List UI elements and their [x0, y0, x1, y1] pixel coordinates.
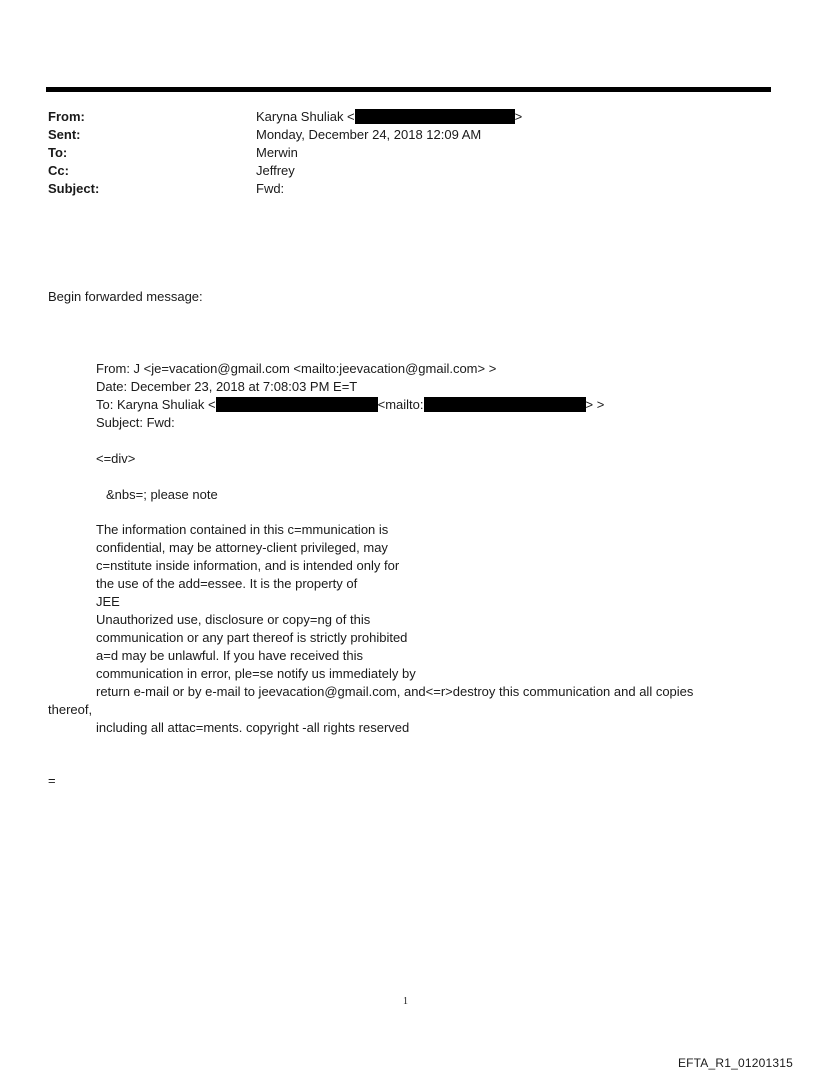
redaction-box [216, 397, 378, 412]
disclaimer-line: the use of the add=essee. It is the property of [96, 576, 358, 591]
bates-number: EFTA_R1_01201315 [677, 1056, 793, 1070]
forward-intro: Begin forwarded message: [48, 289, 203, 304]
fwd-subject-line: Subject: Fwd: [96, 415, 175, 430]
sent-label: Sent: [48, 127, 81, 142]
cc-label: Cc: [48, 163, 69, 178]
disclaimer-line: communication in error, ple=se notify us immediately by [96, 666, 416, 681]
redaction-box [424, 397, 586, 412]
fwd-to-prefix: To: Karyna Shuliak < [96, 397, 216, 412]
to-value: Merwin [256, 145, 298, 160]
from-value [256, 108, 522, 126]
disclaimer-line: return e-mail or by e-mail to jeevacation@gmail.com, and<=r>destroy this communication and all copies [96, 684, 694, 699]
disclaimer-line: confidential, may be attorney-client privileged, may [96, 540, 388, 555]
page-number: 1 [403, 996, 408, 1007]
fwd-to-mailto: <mailto: [377, 397, 424, 412]
subject-label: Subject: [48, 181, 100, 196]
cc-value: Jeffrey [256, 163, 295, 178]
trailing-equals: = [48, 773, 56, 788]
to-label: To: [48, 145, 68, 160]
sent-value: Monday, December 24, 2018 12:09 AM [256, 127, 482, 142]
from-name: Karyna Shuliak < [256, 109, 355, 124]
subject-value: Fwd: [256, 181, 285, 196]
disclaimer-line: c=nstitute inside information, and is intended only for [96, 558, 400, 573]
disclaimer-line: The information contained in this c=mmunication is [96, 522, 389, 537]
disclaimer-line: Unauthorized use, disclosure or copy=ng of this [96, 612, 371, 627]
disclaimer-line: JEE [96, 594, 120, 609]
disclaimer-last-line: including all attac=ments. copyright -all rights reserved [96, 720, 410, 735]
from-label: From: [48, 109, 85, 124]
fwd-to-line [96, 396, 604, 414]
div-tag-line: <=div> [96, 451, 136, 466]
header-rule [46, 87, 771, 92]
disclaimer-line: a=d may be unlawful. If you have received this [96, 648, 364, 663]
from-close: > [514, 109, 523, 124]
disclaimer-wrap: thereof, [48, 702, 93, 717]
fwd-to-suffix: > > [585, 397, 605, 412]
disclaimer-line: communication or any part thereof is strictly prohibited [96, 630, 408, 645]
redaction-box [355, 109, 515, 124]
please-note-line: &nbs=; please note [106, 487, 218, 502]
fwd-from-line: From: J <je=vacation@gmail.com <mailto:jeevacation@gmail.com> > [96, 361, 497, 376]
fwd-date-line: Date: December 23, 2018 at 7:08:03 PM E=T [96, 379, 358, 394]
